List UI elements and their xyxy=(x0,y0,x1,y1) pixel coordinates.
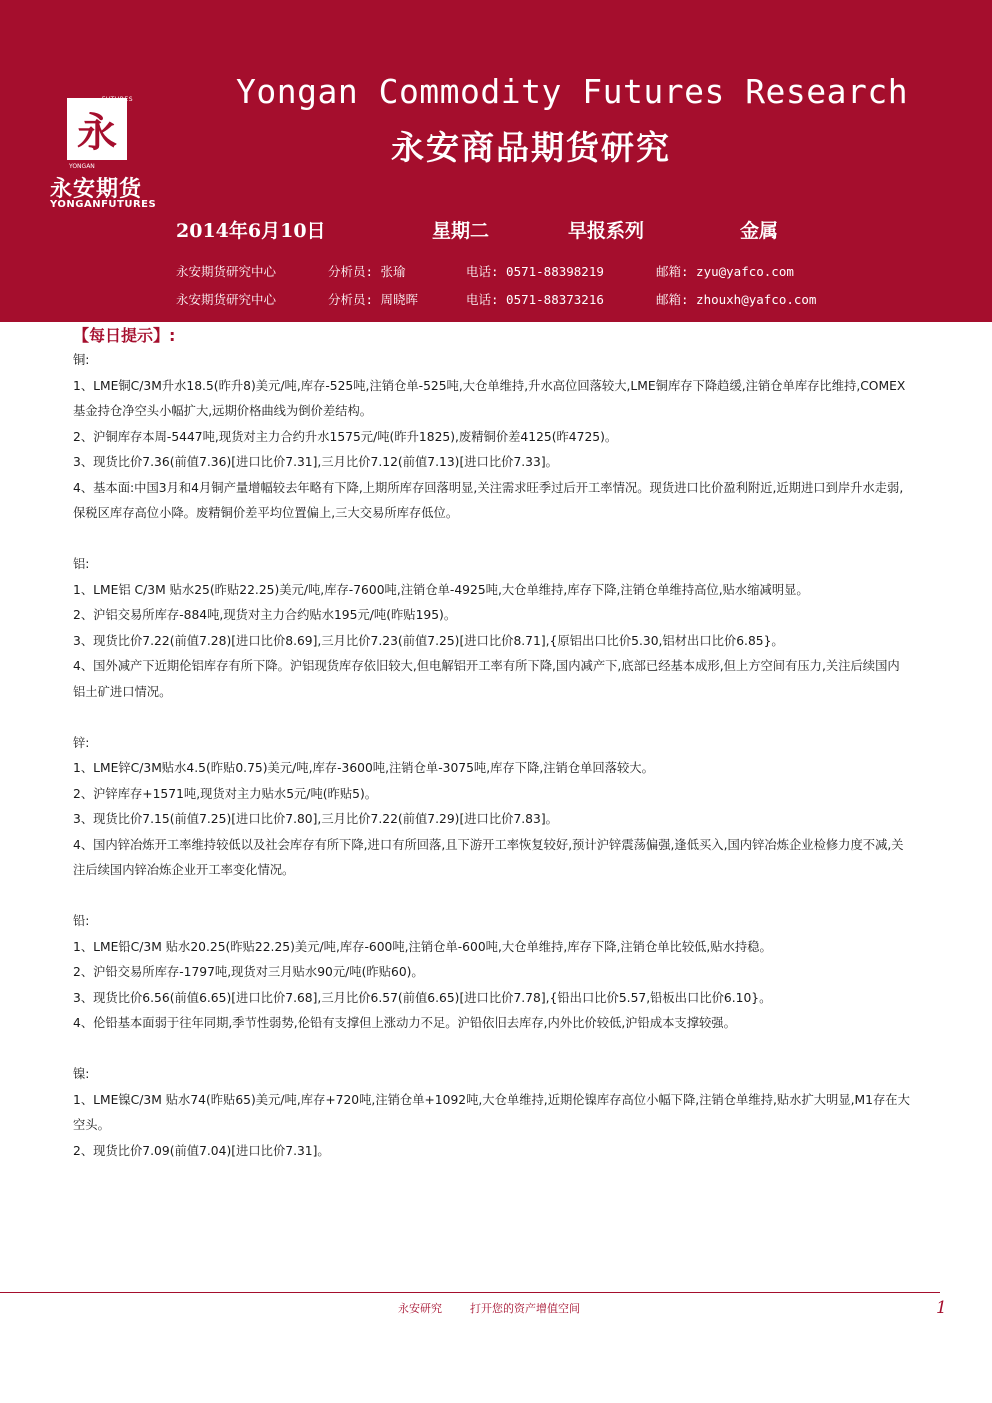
section-item: 1、LME铝 C/3M 贴水25(昨贴22.25)美元/吨,库存-7600吨,注销仓单-4925吨,大仓单维持,库存下降,注销仓单维持高位,贴水缩减明显。 xyxy=(73,582,809,597)
contact-analyst: 分析员: 周晓晖 xyxy=(328,292,419,307)
section-title: 锌: xyxy=(73,735,90,750)
logo-glyph: 永 xyxy=(77,108,117,156)
logo-company-name-cn: 永安期货 xyxy=(50,177,143,202)
logo-tag-bottom: YONGAN xyxy=(69,163,95,170)
logo-tag-top: FUTURES xyxy=(101,96,133,103)
section-item: 2、沪锌库存+1571吨,现货对主力贴水5元/吨(昨贴5)。 xyxy=(73,786,378,801)
section-item: 2、沪铜库存本周-5447吨,现货对主力合约升水1575元/吨(昨升1825),废精铜价差4125(昨4725)。 xyxy=(73,429,618,444)
section-item: 4、伦铅基本面弱于往年同期,季节性弱势,伦铅有支撑但上涨动力不足。沪铅依旧去库存,内外比价较低,沪铅成本支撑较强。 xyxy=(73,1016,736,1030)
section-nickel xyxy=(73,1062,911,1164)
report-series: 早报系列 xyxy=(568,220,645,242)
section-item: 3、现货比价6.56(前值6.65)[进口比价7.68],三月比价6.57(前值6.65)[进口比价7.78],{铅出口比价5.57,铅板出口比价6.10}。 xyxy=(73,990,772,1005)
section-item: 3、现货比价7.22(前值7.28)[进口比价8.69],三月比价7.23(前值7.25)[进口比价8.71],{原铝出口比价5.30,铝材出口比价6.85}。 xyxy=(73,633,784,648)
footer-divider xyxy=(0,1292,940,1293)
footer-slogan: 打开您的资产增值空间 xyxy=(470,1302,580,1315)
contact-email[interactable]: 邮箱: zhouxh@yafco.com xyxy=(656,292,817,307)
contact-phone: 电话: 0571-88398219 xyxy=(466,264,604,279)
section-item: 1、LME锌C/3M贴水4.5(昨贴0.75)美元/吨,库存-3600吨,注销仓单-3075吨,库存下降,注销仓单回落较大。 xyxy=(73,761,654,775)
section-item: 3、现货比价7.15(前值7.25)[进口比价7.80],三月比价7.22(前值7.29)[进口比价7.83]。 xyxy=(73,812,558,826)
logo-company-name-en: YONGANFUTURES xyxy=(50,199,157,210)
contact-email[interactable]: 邮箱: zyu@yafco.com xyxy=(656,264,794,279)
report-title-cn: 永安商品期货研究 xyxy=(391,128,671,167)
section-item: 4、国外减产下近期伦铝库存有所下降。沪铝现货库存依旧较大,但电解铝开工率有所下降,国内减产下,底部已经基本成形,但上方空间有压力,关注后续国内铝土矿进口情况。 xyxy=(73,659,900,699)
section-aluminum xyxy=(73,552,911,705)
section-item: 2、沪铝交易所库存-884吨,现货对主力合约贴水195元/吨(昨贴195)。 xyxy=(73,608,457,622)
contact-org: 永安期货研究中心 xyxy=(176,264,277,279)
report-body xyxy=(73,348,911,1190)
section-lead xyxy=(73,909,911,1037)
report-title-en: Yongan Commodity Futures Research xyxy=(236,72,909,111)
section-item: 1、LME铅C/3M 贴水20.25(昨贴22.25)美元/吨,库存-600吨,注销仓单-600吨,大仓单维持,库存下降,注销仓单比较低,贴水持稳。 xyxy=(73,939,772,954)
report-date: 2014年6月10日 xyxy=(176,220,326,242)
section-zinc xyxy=(73,731,911,884)
page-number: 1 xyxy=(936,1298,947,1318)
contact-org: 永安期货研究中心 xyxy=(176,292,277,307)
report-weekday: 星期二 xyxy=(432,220,490,242)
section-item: 1、LME铜C/3M升水18.5(昨升8)美元/吨,库存-525吨,注销仓单-525吨,大仓单维持,升水高位回落较大,LME铜库存下降趋缓,注销仓单库存比维持,COMEX基金持仓净空头小幅扩大,远期价格曲线为倒价差结构。 xyxy=(73,378,906,418)
section-title: 镍: xyxy=(73,1067,90,1081)
contact-analyst: 分析员: 张瑜 xyxy=(328,264,406,279)
section-copper xyxy=(73,348,911,527)
footer-brand: 永安研究 xyxy=(398,1302,442,1315)
section-title: 铅: xyxy=(73,914,90,928)
report-category: 金属 xyxy=(740,220,779,242)
section-title: 铝: xyxy=(73,557,90,571)
section-title: 铜: xyxy=(73,353,90,367)
section-item: 2、沪铅交易所库存-1797吨,现货对三月贴水90元/吨(昨贴60)。 xyxy=(73,965,424,979)
page-footer xyxy=(398,1300,608,1316)
section-item: 3、现货比价7.36(前值7.36)[进口比价7.31],三月比价7.12(前值7.13)[进口比价7.33]。 xyxy=(73,455,558,469)
section-item: 4、基本面:中国3月和4月铜产量增幅较去年略有下降,上期所库存回落明显,关注需求旺季过后开工率情况。现货进口比价盈利附近,近期进口到岸升水走弱,保税区库存高位小降。废精铜价差平均位置偏上,三大交易所库存低位。 xyxy=(73,480,904,520)
section-item: 4、国内锌冶炼开工率维持较低以及社会库存有所下降,进口有所回落,且下游开工率恢复较好,预计沪锌震荡偏强,逢低买入,国内锌冶炼企业检修力度不减,关注后续国内锌冶炼企业开工率变化情况。 xyxy=(73,837,904,877)
report-header xyxy=(0,0,992,322)
section-item: 1、LME镍C/3M 贴水74(昨贴65)美元/吨,库存+720吨,注销仓单+1092吨,大仓单维持,近期伦镍库存高位小幅下降,注销仓单维持,贴水扩大明显,M1存在大空头。 xyxy=(73,1092,910,1132)
daily-tips-heading: 【每日提示】: xyxy=(73,326,176,345)
section-item: 2、现货比价7.09(前值7.04)[进口比价7.31]。 xyxy=(73,1143,330,1158)
contact-phone: 电话: 0571-88373216 xyxy=(466,292,604,307)
